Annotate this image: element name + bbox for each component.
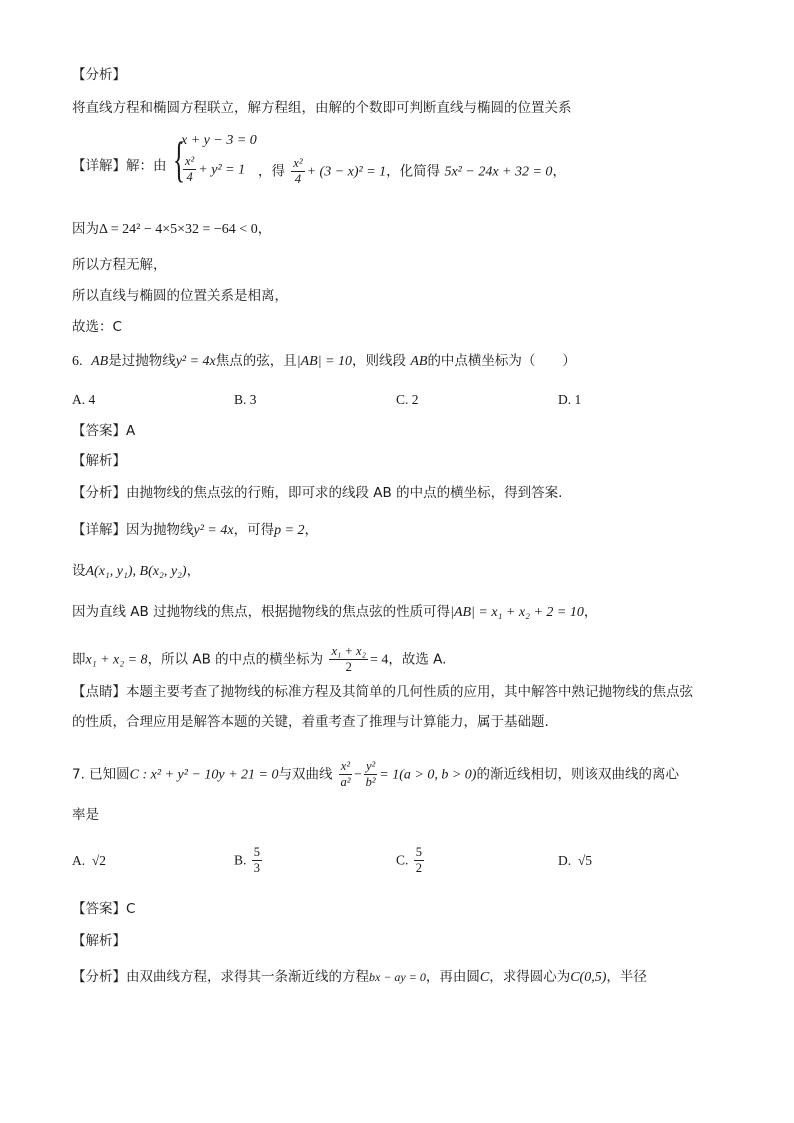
q6-answer: 【答案】A — [72, 423, 136, 439]
q6-comment-1: 【点睛】本题主要考查了抛物线的标准方程及其简单的几何性质的应用，其中解答中熟记抛物线的焦点弦 — [72, 684, 693, 700]
q6-option-b: B. 3 — [234, 392, 257, 407]
choose-line: 故选：C — [72, 319, 122, 335]
detail-derived: ，得 $\frac{\text{x²}}{4}$ + (3 − x)² = 1，化简得 5x² − 24x + 32 = 0， — [258, 156, 566, 186]
q7-option-c: C. $\frac{5}{2}$ — [396, 845, 423, 875]
system-eq2: $\frac{\text{x²}}{4}$ + y² = 1 — [185, 154, 246, 184]
q6-set: 设A(x₁, y₁), B(x₂, y₂)， — [72, 563, 201, 579]
q6-option-a: A. 4 — [72, 392, 96, 407]
q6-analysis: 【分析】由抛物线的焦点弦的行贿，即可求的线段 AB 的中点的横坐标，得到答案. — [72, 485, 563, 501]
hyperbola-fraction-y: $\frac{\text{y²}}{\text{b²}}$ — [365, 759, 376, 789]
relation-line: 所以直线与椭圆的位置关系是相离， — [72, 288, 288, 304]
system-brace: { — [173, 131, 185, 187]
analysis-text: 将直线方程和椭圆方程联立，解方程组，由解的个数即可判断直线与椭圆的位置关系 — [72, 100, 572, 116]
q6-comment-2: 的性质，合理应用是解答本题的关键，着重考查了推理与计算能力，属于基础题. — [72, 714, 549, 730]
question-7-stem: 7. 已知圆C : x² + y² − 10y + 21 = 0与双曲线 $\frac{\text{x²}}{\text{a²}}$ − $\frac{\text{y²}}{\text{b²}}$ = 1(a > 0, b > 0)的渐近线相切，则该双曲线的离心 — [72, 759, 679, 789]
q7-analysis: 【分析】由双曲线方程，求得其一条渐近线的方程bx − ay = 0，再由圆C，求得圆心为C(0,5)，半径 — [72, 969, 647, 985]
q7-option-a: A. √2 — [72, 853, 107, 868]
q7-line-2: 率是 — [72, 807, 99, 823]
hyperbola-fraction-x: $\frac{\text{x²}}{\text{a²}}$ — [340, 759, 351, 789]
midpoint-fraction: $\frac{\text{x₁ + x₂}}{2}$ — [331, 644, 366, 674]
delta-line: 因为Δ = 24² − 4×5×32 = −64 < 0， — [72, 221, 272, 237]
detail-prefix: 【详解】解：由 — [72, 158, 167, 174]
q6-option-d: D. 1 — [558, 392, 582, 407]
no-solution-line: 所以方程无解， — [72, 257, 167, 273]
q7-option-d: D. √5 — [558, 853, 593, 868]
derived-fraction: $\frac{\text{x²}}{4}$ — [293, 156, 303, 186]
analysis-heading: 【分析】 — [72, 67, 126, 83]
q6-midpoint: 即x₁ + x₂ = 8，所以 AB 的中点的横坐标为 $\frac{\text{x₁ + x₂}}{2}$ = 4，故选 A. — [72, 644, 447, 674]
ellipse-fraction: $\frac{\text{x²}}{4}$ — [185, 154, 195, 184]
q7-jiexi: 【解析】 — [72, 933, 126, 949]
q6-focus: 因为直线 AB 过抛物线的焦点，根据抛物线的焦点弦的性质可得|AB| = x₁ + x₂ + 2 = 10， — [72, 604, 598, 620]
q6-detail: 【详解】因为抛物线y² = 4x，可得p = 2， — [72, 522, 319, 538]
question-6-stem: 6. AB是过抛物线y² = 4x焦点的弦，且|AB| = 10，则线段 AB的中点横坐标为（ ） — [72, 353, 576, 369]
system-eq1: x + y − 3 = 0 — [181, 133, 257, 148]
q7-answer: 【答案】C — [72, 901, 136, 917]
q7-option-b: B. $\frac{5}{3}$ — [234, 845, 261, 875]
q6-jiexi: 【解析】 — [72, 453, 126, 469]
q6-option-c: C. 2 — [396, 392, 419, 407]
